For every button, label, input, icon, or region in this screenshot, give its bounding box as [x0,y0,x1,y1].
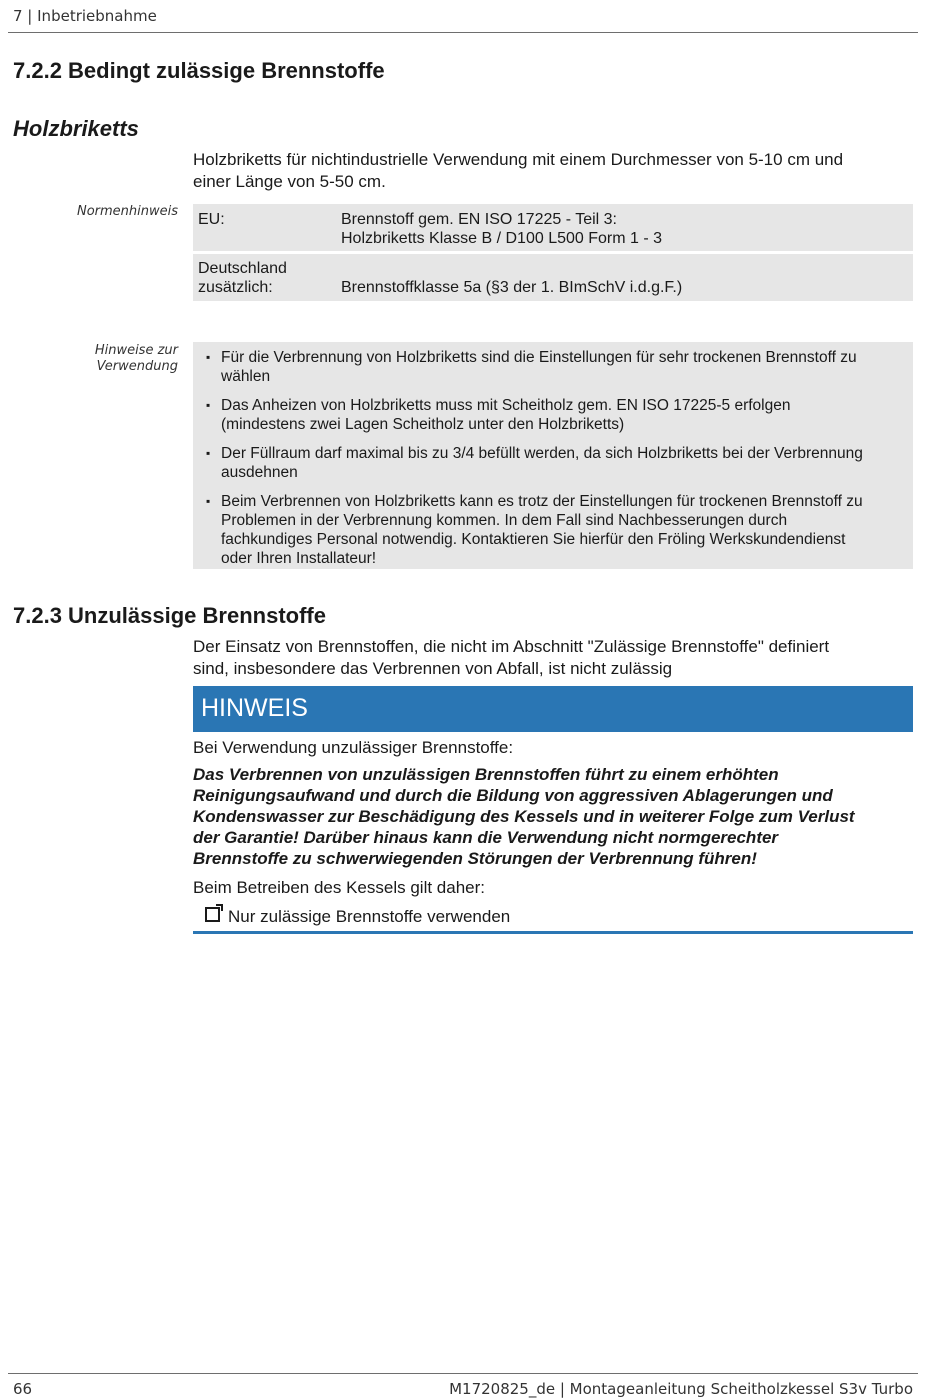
notice-lead: Bei Verwendung unzulässiger Brennstoffe: [193,738,514,757]
notice-banner [193,686,913,732]
list-item-text: Beim Verbrennen von Holzbriketts kann es trotz der Einstellungen für trockenen Brennstoff zu [221,493,863,510]
bullet-icon: ▪ [206,398,211,412]
norm-key: Deutschland [198,260,287,277]
notice-title: HINWEIS [201,694,308,722]
unzulaessig-intro-line: Der Einsatz von Brennstoffen, die nicht im Abschnitt "Zulässige Brennstoffe" definiert [193,637,830,656]
list-item-text: oder Ihren Installateur! [221,550,377,567]
norm-row-eu [193,204,913,251]
norm-value: Brennstoff gem. EN ISO 17225 - Teil 3: [341,211,617,228]
warning-line: Brennstoffe zu schwerwiegenden Störungen der Verbrennung führen! [193,849,757,868]
list-item-text: (mindestens zwei Lagen Scheitholz unter den Holzbriketts) [221,416,625,433]
notice-end-divider [193,931,913,934]
warning-line: Reinigungsaufwand und durch die Bildung von aggressiven Ablagerungen und [193,786,833,805]
unzulaessig-intro [193,636,913,680]
list-item-text: fachkundiges Personal notwendig. Kontaktieren Sie hierfür den Fröling Werkskundendienst [221,531,846,548]
list-item-text: wählen [221,368,271,385]
bullet-icon: ▪ [206,446,211,460]
rule-lead: Beim Betreiben des Kessels gilt daher: [193,878,485,897]
running-header: 7 | Inbetriebnahme [13,7,157,25]
holzbriketts-intro-line: einer Länge von 5-50 cm. [193,172,386,191]
norm-key: zusätzlich: [198,279,273,296]
warning-line: Das Verbrennen von unzulässigen Brennstoffen führt zu einem erhöhten [193,765,779,784]
warning-line: Kondenswasser zur Beschädigung des Kessels und in weiterer Folge zum Verlust [193,807,855,826]
holzbriketts-intro-line: Holzbriketts für nichtindustrielle Verwendung mit einem Durchmesser von 5-10 cm und [193,150,844,169]
list-item-text: ausdehnen [221,464,298,481]
unzulaessig-intro-line: sind, insbesondere das Verbrennen von Abfall, ist nicht zulässig [193,659,673,678]
header-divider [8,32,918,33]
list-item-text: Problemen in der Verbrennung kommen. In dem Fall sind Nachbesserungen durch [221,512,788,529]
list-item-text: Der Füllraum darf maximal bis zu 3/4 befüllt werden, da sich Holzbriketts bei der Verbrennung [221,445,863,462]
holzbriketts-intro [193,149,913,193]
norm-value: Brennstoffklasse 5a (§3 der 1. BImSchV i.d.g.F.) [341,279,683,296]
list-item-text: Das Anheizen von Holzbriketts muss mit Scheitholz gem. EN ISO 17225-5 erfolgen [221,397,791,414]
hint-side-label [95,343,178,375]
action-item [205,906,510,928]
list-item-text: Für die Verbrennung von Holzbriketts sind die Einstellungen für sehr trockenen Brennstoff zu [221,349,857,366]
footer-divider [8,1373,918,1374]
hint-side-label-line: Verwendung [96,359,178,374]
hint-side-label-line: Hinweise zur [94,343,178,358]
action-checkbox-icon [205,907,220,922]
norm-row-de [193,254,913,301]
norm-key: EU: [198,211,225,228]
document-title: M1720825_de | Montageanleitung Scheitholzkessel S3v Turbo [449,1380,913,1398]
norm-side-label: Normenhinweis [76,204,178,219]
subsection-heading-holzbriketts: Holzbriketts [13,116,139,141]
usage-hints-box [193,342,913,569]
notice-warning-text [193,764,913,869]
page-number: 66 [13,1380,33,1398]
bullet-icon: ▪ [206,494,211,508]
bullet-icon: ▪ [206,350,211,364]
section-heading-7-2-2: 7.2.2 Bedingt zulässige Brennstoffe [13,58,385,83]
norm-value: Holzbriketts Klasse B / D100 L500 Form 1 - 3 [341,230,663,247]
warning-line: der Garantie! Darüber hinaus kann die Verwendung nicht normgerechter [193,828,779,847]
section-heading-7-2-3: 7.2.3 Unzulässige Brennstoffe [13,603,326,628]
action-item-text: Nur zulässige Brennstoffe verwenden [228,907,511,926]
